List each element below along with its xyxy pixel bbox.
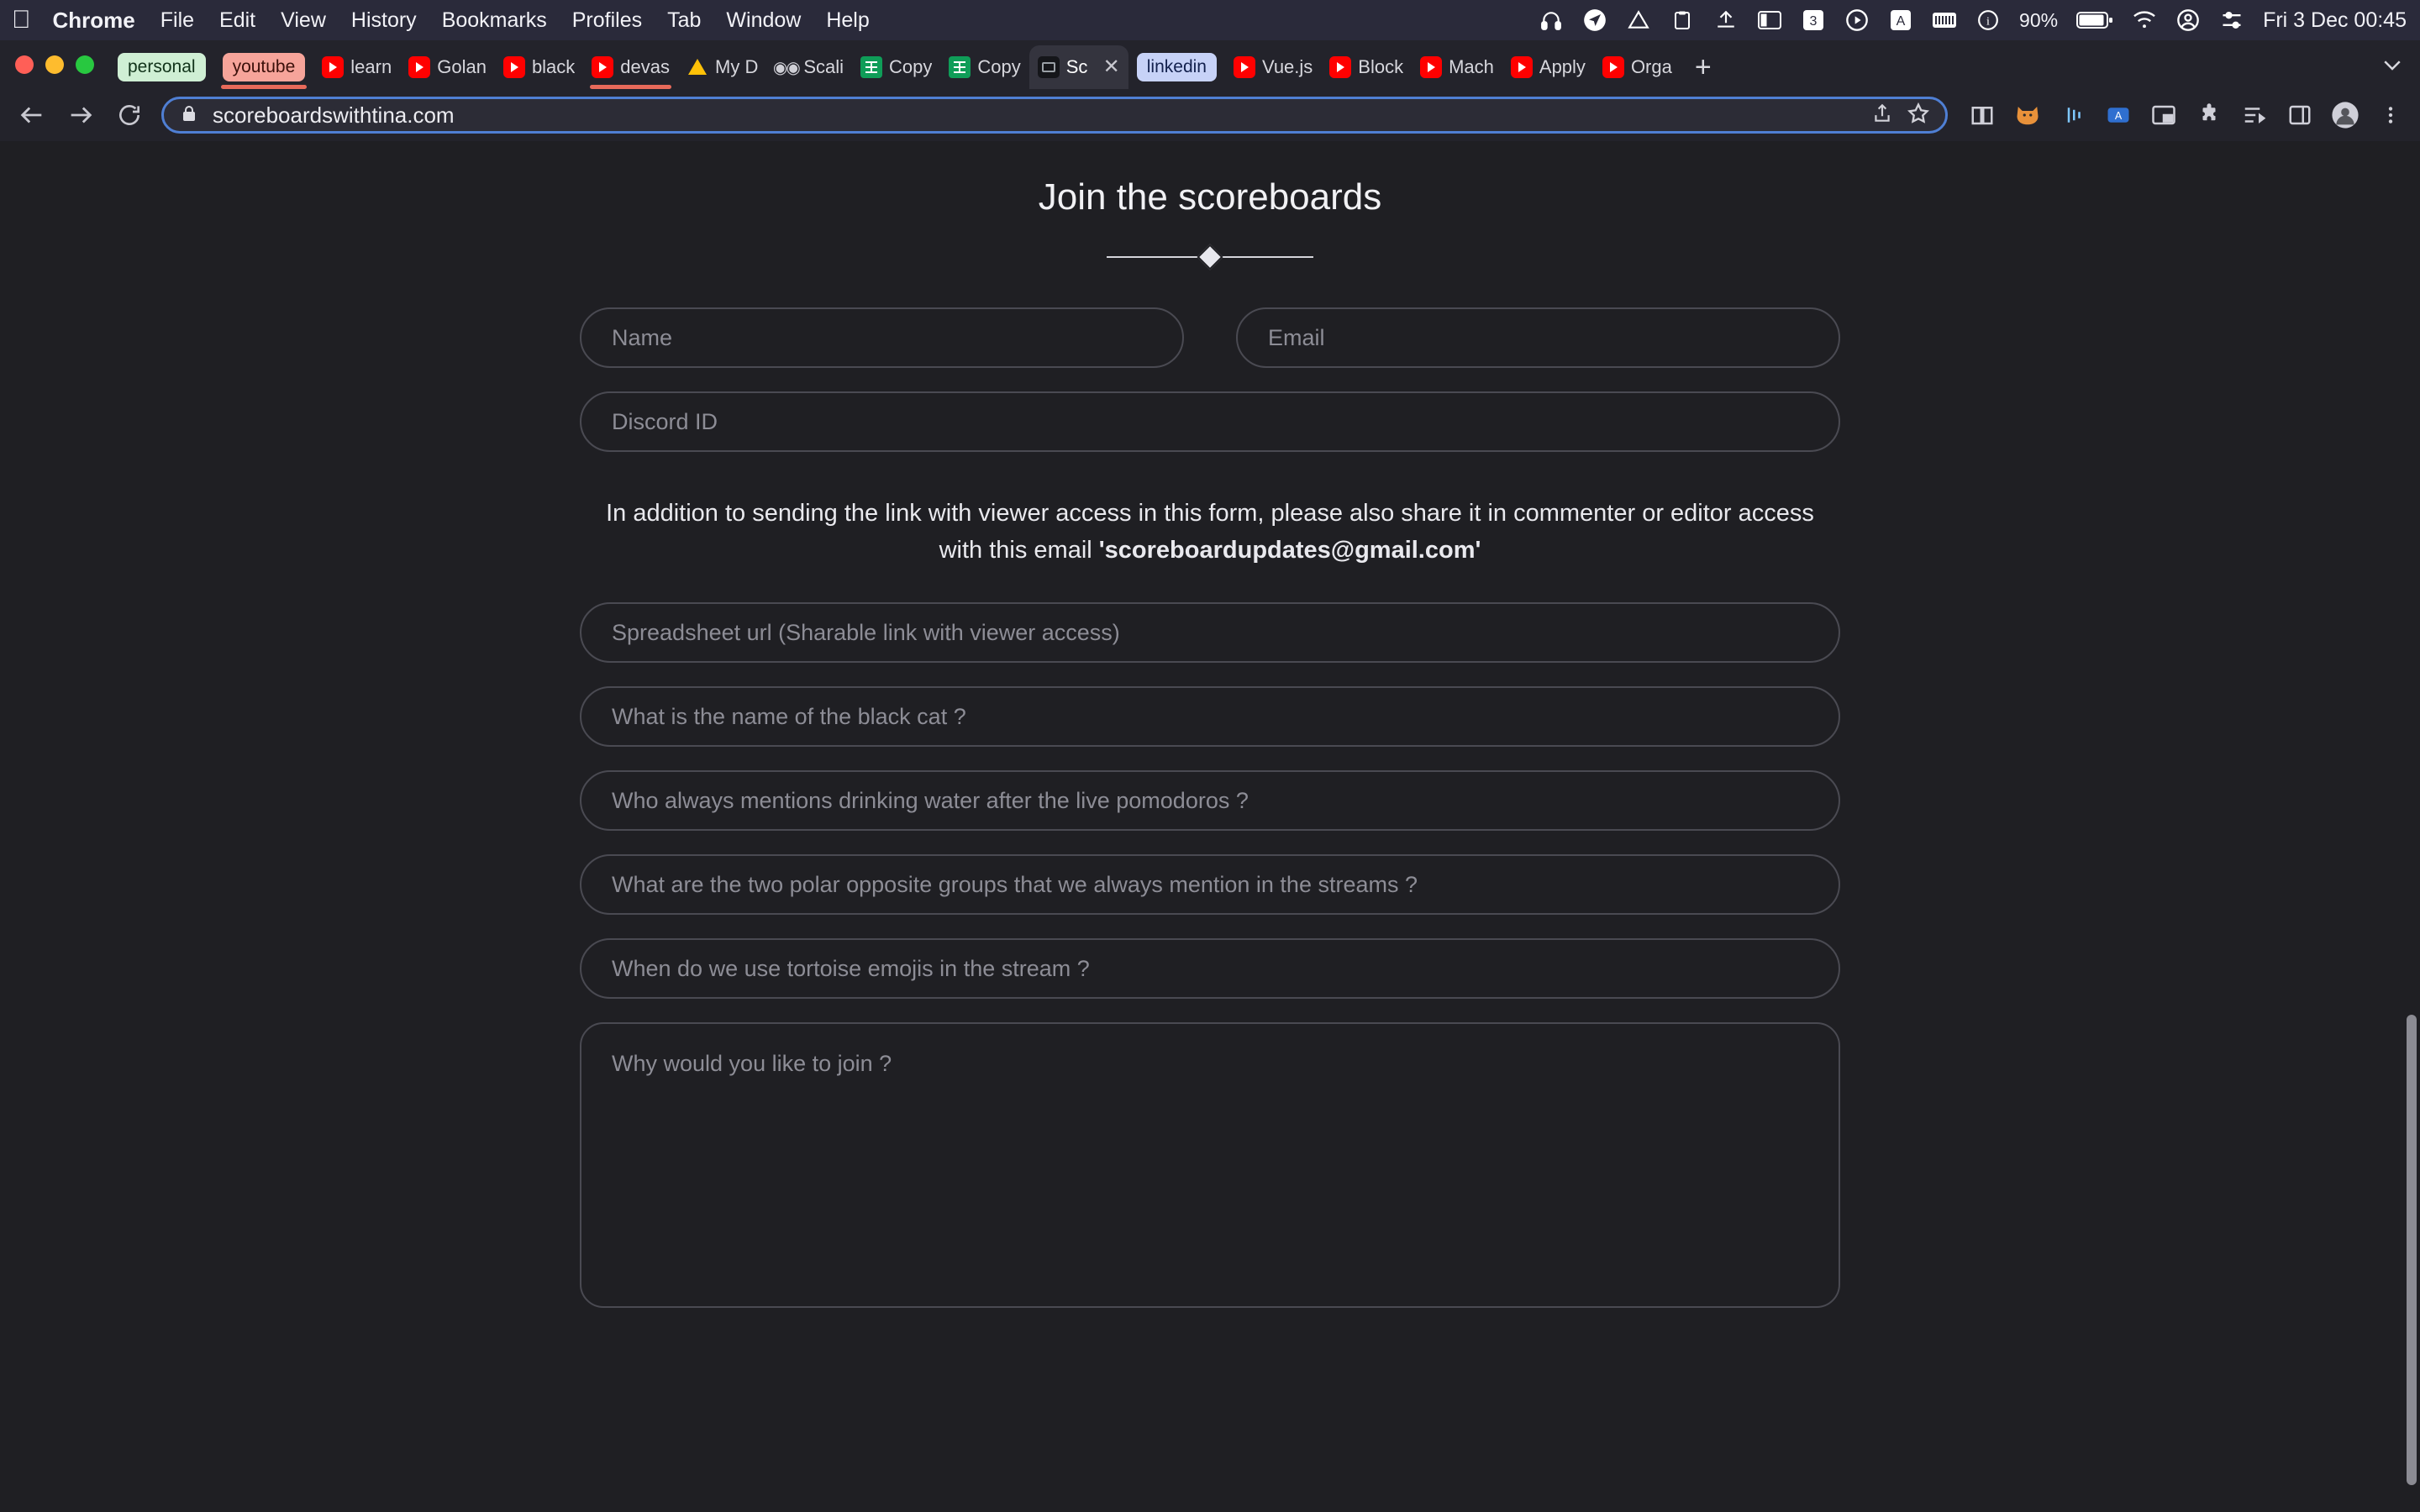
apple-logo-icon[interactable] [12, 8, 31, 33]
tortoise-emoji-input[interactable] [580, 938, 1840, 999]
email-field-wrapper [1236, 307, 1840, 368]
star-icon[interactable] [1907, 102, 1930, 129]
close-window-button[interactable] [15, 55, 34, 74]
tabs-container [109, 40, 2375, 89]
reload-icon[interactable] [113, 98, 146, 132]
browser-toolbar [0, 89, 2420, 141]
join-scoreboards-form-page [0, 141, 2420, 1312]
play-circle-icon[interactable] [1844, 8, 1870, 33]
tab-golang[interactable] [400, 45, 495, 89]
tab-devas[interactable] [583, 45, 678, 89]
clipboard-icon[interactable] [1670, 8, 1695, 33]
spreadsheet-url-input[interactable] [580, 602, 1840, 663]
tab-group-underline [221, 85, 308, 89]
svg-text:i: i [1986, 14, 1990, 29]
black-cat-field-wrapper [580, 686, 1840, 747]
cast-audio-icon[interactable] [2059, 101, 2087, 129]
menubar-item-view[interactable]: View [261, 8, 308, 32]
youtube-favicon [322, 56, 344, 78]
dark-site-favicon [1038, 56, 1060, 78]
menubar-tray [1539, 0, 2407, 40]
profile-avatar-icon[interactable] [2331, 101, 2360, 129]
discord-id-input[interactable] [580, 391, 1840, 452]
polar-groups-field-wrapper [580, 854, 1840, 915]
tab-black[interactable] [495, 45, 583, 89]
why-join-field-wrapper [580, 1022, 1840, 1312]
why-join-textarea[interactable] [580, 1022, 1840, 1308]
svg-text:3: 3 [1809, 14, 1818, 29]
menubar-app-name[interactable]: Chrome [34, 7, 117, 33]
note-text: In addition to sending the link with viewer access in this form, please also share it in commenter or editor access with this email [606, 500, 1814, 564]
fox-extension-icon[interactable] [2013, 101, 2042, 129]
new-tab-button[interactable]: + [1694, 50, 1712, 83]
share-icon[interactable] [1871, 102, 1893, 129]
chrome-menu-icon[interactable] [2376, 101, 2405, 129]
tab-title: Copy [977, 56, 1021, 77]
tab-copy-sheet-2[interactable] [940, 45, 1028, 89]
upload-icon[interactable] [1713, 8, 1739, 33]
tab-title: Vue.js [1261, 56, 1313, 77]
youtube-favicon [1420, 56, 1442, 78]
svg-text:A: A [2114, 110, 2123, 122]
menubar-clock[interactable]: Fri 3 Dec 00:45 [2263, 8, 2407, 32]
page-viewport [0, 141, 2420, 1512]
picture-in-picture-icon[interactable] [2149, 101, 2178, 129]
name-email-row [580, 307, 1840, 368]
tab-vuejs[interactable] [1225, 45, 1321, 89]
spreadsheet-field-wrapper [580, 602, 1840, 663]
tab-copy-sheet-1[interactable] [852, 45, 940, 89]
macos-menubar [0, 0, 2420, 40]
tab-learn[interactable] [313, 45, 400, 89]
menubar-item-history[interactable]: History [332, 8, 398, 32]
tab-group-underline [590, 85, 671, 89]
tab-title: Orga [1630, 56, 1672, 77]
eye-favicon: ◉◉ [772, 58, 799, 77]
tab-title: Copy [889, 56, 933, 77]
tab-my-drive[interactable] [678, 45, 766, 89]
drive-icon[interactable] [1626, 8, 1651, 33]
note-email: 'scoreboardupdates@gmail.com' [1098, 536, 1481, 564]
address-bar-url: scoreboardswithtina.com [213, 102, 455, 128]
svg-text:A: A [1896, 14, 1906, 29]
menubar-item-bookmarks[interactable]: Bookmarks [423, 8, 529, 32]
tab-title: My D [715, 56, 759, 77]
user-account-icon[interactable] [2175, 8, 2201, 33]
tortoise-emoji-field-wrapper [580, 938, 1840, 999]
close-icon[interactable]: ✕ [1102, 55, 1120, 78]
keyboard-language-icon[interactable] [1888, 8, 1913, 33]
reading-list-icon[interactable] [2240, 101, 2269, 129]
ornamental-divider [1107, 247, 1313, 267]
menubar-item-window[interactable]: Window [707, 8, 782, 32]
side-panel-icon[interactable] [2286, 101, 2314, 129]
youtube-favicon [408, 56, 430, 78]
translate-extension-icon[interactable] [2104, 101, 2133, 129]
youtube-favicon [503, 56, 525, 78]
youtube-favicon [1602, 56, 1624, 78]
chevron-down-icon [2380, 52, 2405, 77]
tab-search-button[interactable] [2375, 40, 2420, 89]
forward-arrow-icon[interactable] [64, 98, 97, 132]
tab-apply[interactable] [1502, 45, 1594, 89]
youtube-favicon [1511, 56, 1533, 78]
chrome-window [0, 40, 2420, 1512]
sheets-favicon [860, 56, 882, 78]
tab-title: Apply [1539, 56, 1586, 77]
tab-block[interactable] [1321, 45, 1412, 89]
wifi-icon[interactable] [2132, 8, 2157, 33]
tab-title: black [531, 56, 576, 77]
email-input[interactable] [1236, 307, 1840, 368]
black-cat-name-input[interactable] [580, 686, 1840, 747]
menubar-item-edit[interactable]: Edit [200, 8, 237, 32]
name-field-wrapper [580, 307, 1184, 368]
menubar-item-tab[interactable]: Tab [648, 8, 682, 32]
battery-percent-label: 90% [2019, 8, 2059, 31]
polar-opposite-groups-input[interactable] [580, 854, 1840, 915]
battery-icon[interactable] [2076, 8, 2113, 33]
page-scrollbar[interactable] [2407, 1015, 2417, 1485]
puzzle-extensions-icon[interactable] [2195, 101, 2223, 129]
control-center-icon[interactable] [2219, 8, 2244, 33]
tab-title: Block [1358, 56, 1404, 77]
stage-manager-icon[interactable] [1757, 8, 1782, 33]
headphones-icon[interactable] [1539, 8, 1564, 33]
desktop-number-icon[interactable] [1801, 8, 1826, 33]
tab-personal[interactable] [109, 45, 214, 89]
lock-icon [179, 103, 199, 128]
drinking-water-input[interactable] [580, 770, 1840, 831]
tab-scaling[interactable] [766, 45, 852, 89]
youtube-favicon [592, 56, 613, 78]
tab-linkedin[interactable] [1128, 45, 1225, 89]
menubar-item-profiles[interactable]: Profiles [553, 8, 623, 32]
tab-title: youtube [223, 53, 306, 81]
discord-field-wrapper [580, 391, 1840, 452]
back-arrow-icon[interactable] [15, 98, 49, 132]
tab-title: linkedin [1137, 53, 1217, 81]
address-bar[interactable] [161, 97, 1948, 134]
battery-monitor-icon[interactable] [1932, 8, 1957, 33]
menubar-item-help[interactable]: Help [807, 8, 851, 32]
page-title: Join the scoreboards [1038, 176, 1382, 218]
info-circle-icon[interactable] [1975, 8, 2001, 33]
sheets-favicon [949, 56, 971, 78]
tab-strip [0, 40, 2420, 89]
reader-extension-icon[interactable] [1968, 101, 1996, 129]
window-traffic-lights [15, 40, 109, 89]
toolbar-extensions [1968, 101, 2405, 129]
tab-title: Scali [803, 56, 844, 77]
name-input[interactable] [580, 307, 1184, 368]
tab-youtube[interactable] [214, 45, 314, 89]
menubar-item-file[interactable]: File [141, 8, 176, 32]
tab-title: Mach [1449, 56, 1494, 77]
tab-title: Golan [437, 56, 487, 77]
sharing-instructions-note [580, 452, 1840, 602]
drinking-water-field-wrapper [580, 770, 1840, 831]
tab-machine[interactable] [1412, 45, 1502, 89]
drive-favicon [687, 56, 708, 78]
minimize-window-button[interactable] [45, 55, 64, 74]
youtube-favicon [1329, 56, 1351, 78]
divider-diamond-icon [1197, 244, 1223, 270]
signup-form [580, 267, 1840, 1312]
location-icon[interactable] [1582, 8, 1607, 33]
youtube-favicon [1234, 56, 1255, 78]
tab-scoreboards-active[interactable] [1029, 45, 1128, 89]
maximize-window-button[interactable] [76, 55, 94, 74]
tab-title: Sc [1065, 56, 1088, 77]
tab-organize[interactable] [1594, 45, 1681, 89]
tab-title: personal [118, 53, 206, 81]
tab-title: learn [350, 56, 392, 77]
tab-title: devas [620, 56, 671, 77]
